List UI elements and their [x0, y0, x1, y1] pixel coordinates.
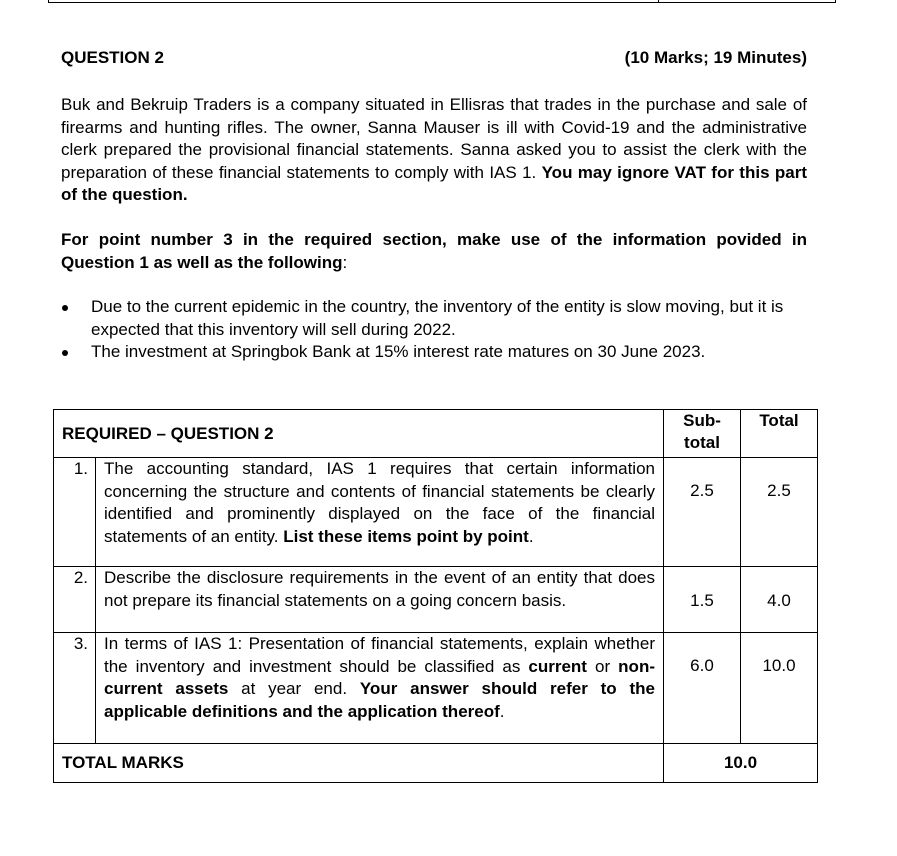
row-text: at year end. [228, 679, 360, 698]
bullet-text: The investment at Springbok Bank at 15% interest rate matures on 30 June 2023. [91, 342, 706, 361]
total-header: Total [741, 410, 818, 458]
table-row [54, 567, 818, 633]
question-title: QUESTION 2 [61, 48, 164, 67]
row-bold-text: List these items point by point [283, 526, 529, 546]
row-bold-instruction: Your answer should refer to the applicable definitions and the application thereof [104, 679, 655, 721]
point-heading-text: For point number 3 in the required section, make use of the information povided in Question 1 as well as the following [61, 230, 807, 272]
table-title: REQUIRED – QUESTION 2 [54, 410, 664, 458]
row-description [96, 633, 664, 744]
point-heading [61, 229, 807, 274]
total-marks-label: TOTAL MARKS [54, 744, 664, 783]
question-marks: (10 Marks; 19 Minutes) [624, 48, 807, 67]
intro-text: Buk and Bekruip Traders is a company situated in Ellisras that trades in the purchase and sale of firearms and hunting rifles. The owner, Sanna Mauser is ill with Covid-19 and the administrative clerk prepared the provisional financial statements. Sanna asked you to assist the clerk with the preparation of these financial statements to comply with IAS 1. [61, 95, 807, 182]
row-number: 3. [54, 633, 96, 744]
total-marks-value: 10.0 [664, 744, 818, 783]
subtotal-header-line1: Sub- [683, 411, 721, 430]
bullet-dot-icon [62, 350, 68, 356]
intro-bold-text: You may ignore VAT for this part of the question. [61, 162, 807, 204]
subtotal-header [664, 410, 741, 458]
subtotal-header-line2: total [684, 433, 720, 452]
table-header-row [54, 410, 818, 458]
point-heading-suffix: : [342, 252, 348, 272]
row-tail: . [528, 526, 534, 546]
required-table [53, 409, 818, 783]
row-text: or [586, 656, 619, 676]
row-bold-current: current [528, 656, 587, 676]
table-row [54, 458, 818, 567]
row-number: 1. [54, 458, 96, 567]
row-total: 10.0 [741, 633, 818, 744]
bullet-item [61, 296, 807, 341]
row-text: In terms of IAS 1: Presentation of financial statements, explain whether the inventory and investment should be classified as [104, 634, 655, 676]
row-description: Describe the disclosure requirements in the event of an entity that does not prepare its financial statements on a going concern basis. [96, 567, 664, 633]
column-divider [658, 0, 659, 3]
row-total: 2.5 [741, 458, 818, 567]
intro-paragraph [61, 94, 807, 207]
table-row [54, 633, 818, 744]
row-subtotal: 2.5 [664, 458, 741, 567]
row-number: 2. [54, 567, 96, 633]
bullet-dot-icon [62, 305, 68, 311]
row-text: The accounting standard, IAS 1 requires that certain information concerning the structure and contents of financial statements be clearly identified and prominently displayed on the face of the financial statements of an entity. [104, 459, 655, 546]
bullet-item [61, 341, 807, 364]
row-tail: . [499, 701, 505, 721]
row-total: 4.0 [741, 567, 818, 633]
row-subtotal: 6.0 [664, 633, 741, 744]
page-top-border [48, 0, 836, 3]
row-subtotal: 1.5 [664, 567, 741, 633]
row-bold-noncurrent: non-current assets [104, 656, 655, 698]
row-description [96, 458, 664, 567]
bullet-list [61, 296, 807, 364]
question-header [61, 48, 807, 68]
total-row [54, 744, 818, 783]
bullet-text: Due to the current epidemic in the country, the inventory of the entity is slow moving, but it is expected that this inventory will sell during 2022. [91, 297, 784, 339]
